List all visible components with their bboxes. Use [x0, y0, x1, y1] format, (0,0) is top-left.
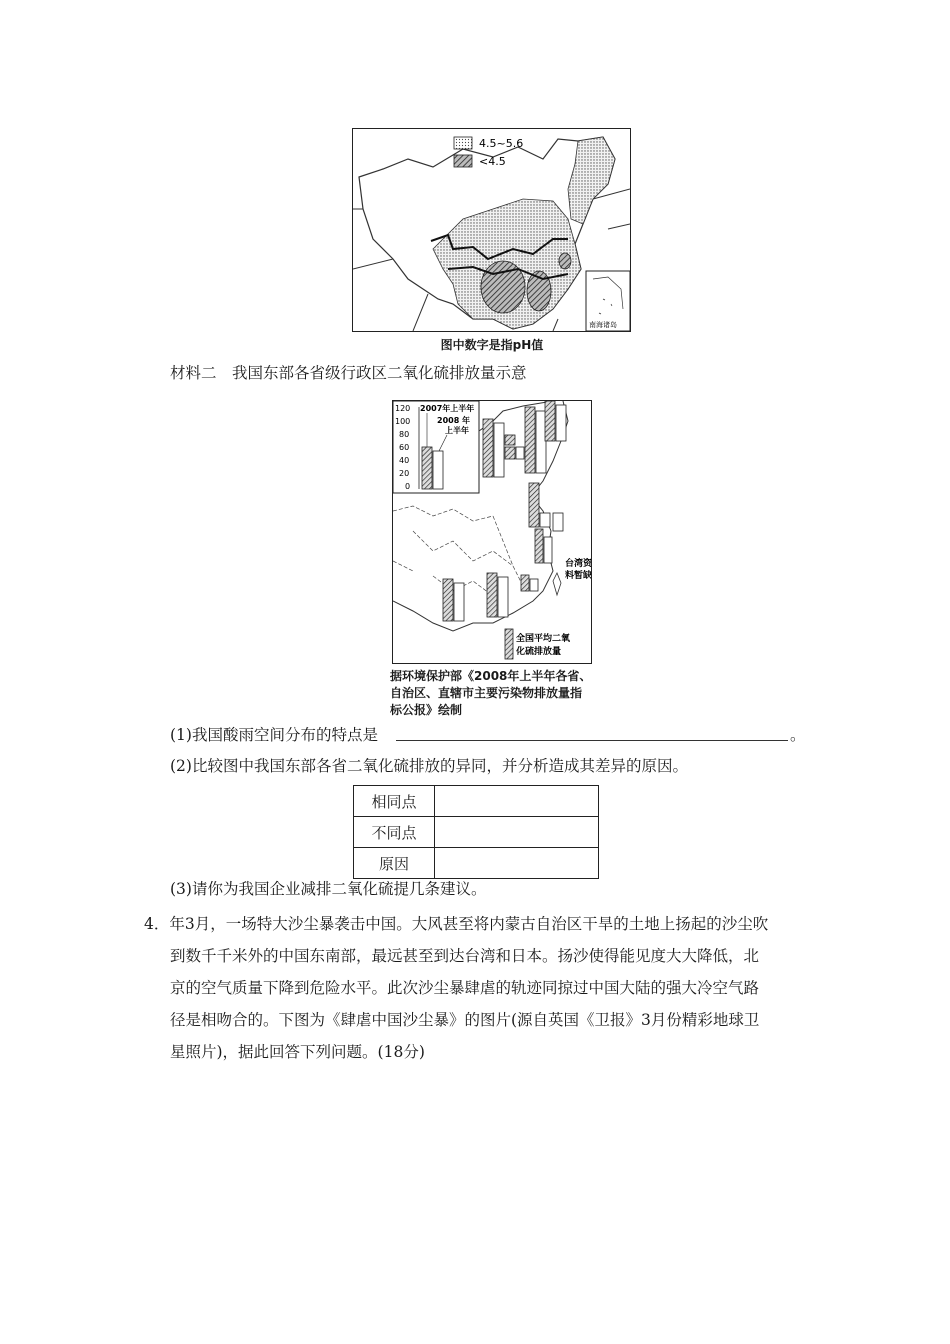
so2-map-drawing — [393, 401, 591, 663]
acid-rain-map-drawing — [353, 129, 630, 331]
q4-line5: 星照片)，据此回答下列问题。(18分) — [170, 1043, 425, 1061]
answer-cell-same[interactable] — [435, 786, 599, 817]
legend-dotted-swatch — [454, 137, 472, 149]
question-3: (3)请你为我国企业减排二氧化硫提几条建议。 — [170, 880, 487, 898]
answer-cell-diff[interactable] — [435, 817, 599, 848]
row-label-same: 相同点 — [354, 786, 435, 817]
table-row — [354, 786, 599, 817]
legend-bar-2008 — [433, 451, 443, 489]
so2-emission-map — [392, 400, 592, 664]
y-tick-100: 100 — [395, 417, 411, 426]
y-tick-0: 0 — [405, 482, 411, 491]
row-label-reason: 原因 — [354, 848, 435, 879]
acid-rain-map — [352, 128, 631, 332]
row-label-diff: 不同点 — [354, 817, 435, 848]
y-tick-60: 60 — [399, 443, 410, 452]
q4-line3: 京的空气质量下降到危险水平。此次沙尘暴肆虐的轨迹同掠过中国大陆的强大冷空气路 — [170, 979, 760, 997]
q4-line2: 到数千千米外的中国东南部，最远甚至到达台湾和日本。扬沙使得能见度大大降低，北 — [170, 947, 760, 965]
taiwan-note-line1: 台湾资 — [565, 559, 591, 569]
question-1 — [170, 720, 378, 750]
inset-label: 南海诸岛 — [589, 321, 617, 329]
y-tick-20: 20 — [399, 469, 410, 478]
material2-heading: 材料二 我国东部各省级行政区二氧化硫排放量示意 — [170, 364, 527, 382]
legend-bar-2007 — [422, 447, 432, 489]
national-avg-line1: 全国平均二氧 — [516, 634, 571, 644]
legend-label-2007: 2007年上半年 — [420, 404, 475, 413]
national-avg-bar — [505, 629, 513, 659]
map1-caption: 图中数字是指pH值 — [440, 338, 544, 352]
legend-label-1: 4.5~5.6 — [479, 137, 524, 150]
y-tick-80: 80 — [399, 430, 410, 439]
table-row — [354, 817, 599, 848]
question-1-end: 。 — [790, 726, 806, 744]
legend-hatched-swatch — [454, 155, 472, 167]
legend-label-2008-line1: 2008 年 — [437, 416, 471, 425]
q4-line4: 径是相吻合的。下图为《肆虐中国沙尘暴》的图片(源自英国《卫报》3月份精彩地球卫 — [170, 1011, 760, 1029]
so2-map-source: 据环境保护部《2008年上半年各省、 自治区、直辖市主要污染物排放量指 标公报》绘制 — [390, 669, 592, 717]
question-2: (2)比较图中我国东部各省二氧化硫排放的异同，并分析造成其差异的原因。 — [170, 757, 688, 775]
national-avg-line2: 化硫排放量 — [516, 647, 562, 657]
legend-label-2: <4.5 — [479, 155, 506, 168]
q4-line1: 4．年3月，一场特大沙尘暴袭击中国。大风甚至将内蒙古自治区干旱的土地上扬起的沙尘吹 — [144, 915, 769, 933]
question-1-answer-blank[interactable] — [396, 740, 788, 741]
question-1-text: (1)我国酸雨空间分布的特点是 — [170, 726, 378, 744]
y-tick-120: 120 — [395, 404, 411, 413]
answer-table — [353, 785, 599, 879]
taiwan-note-line2: 料暂缺 — [565, 571, 591, 581]
y-tick-40: 40 — [399, 456, 410, 465]
legend-label-2008-line2: 上半年 — [445, 426, 469, 435]
